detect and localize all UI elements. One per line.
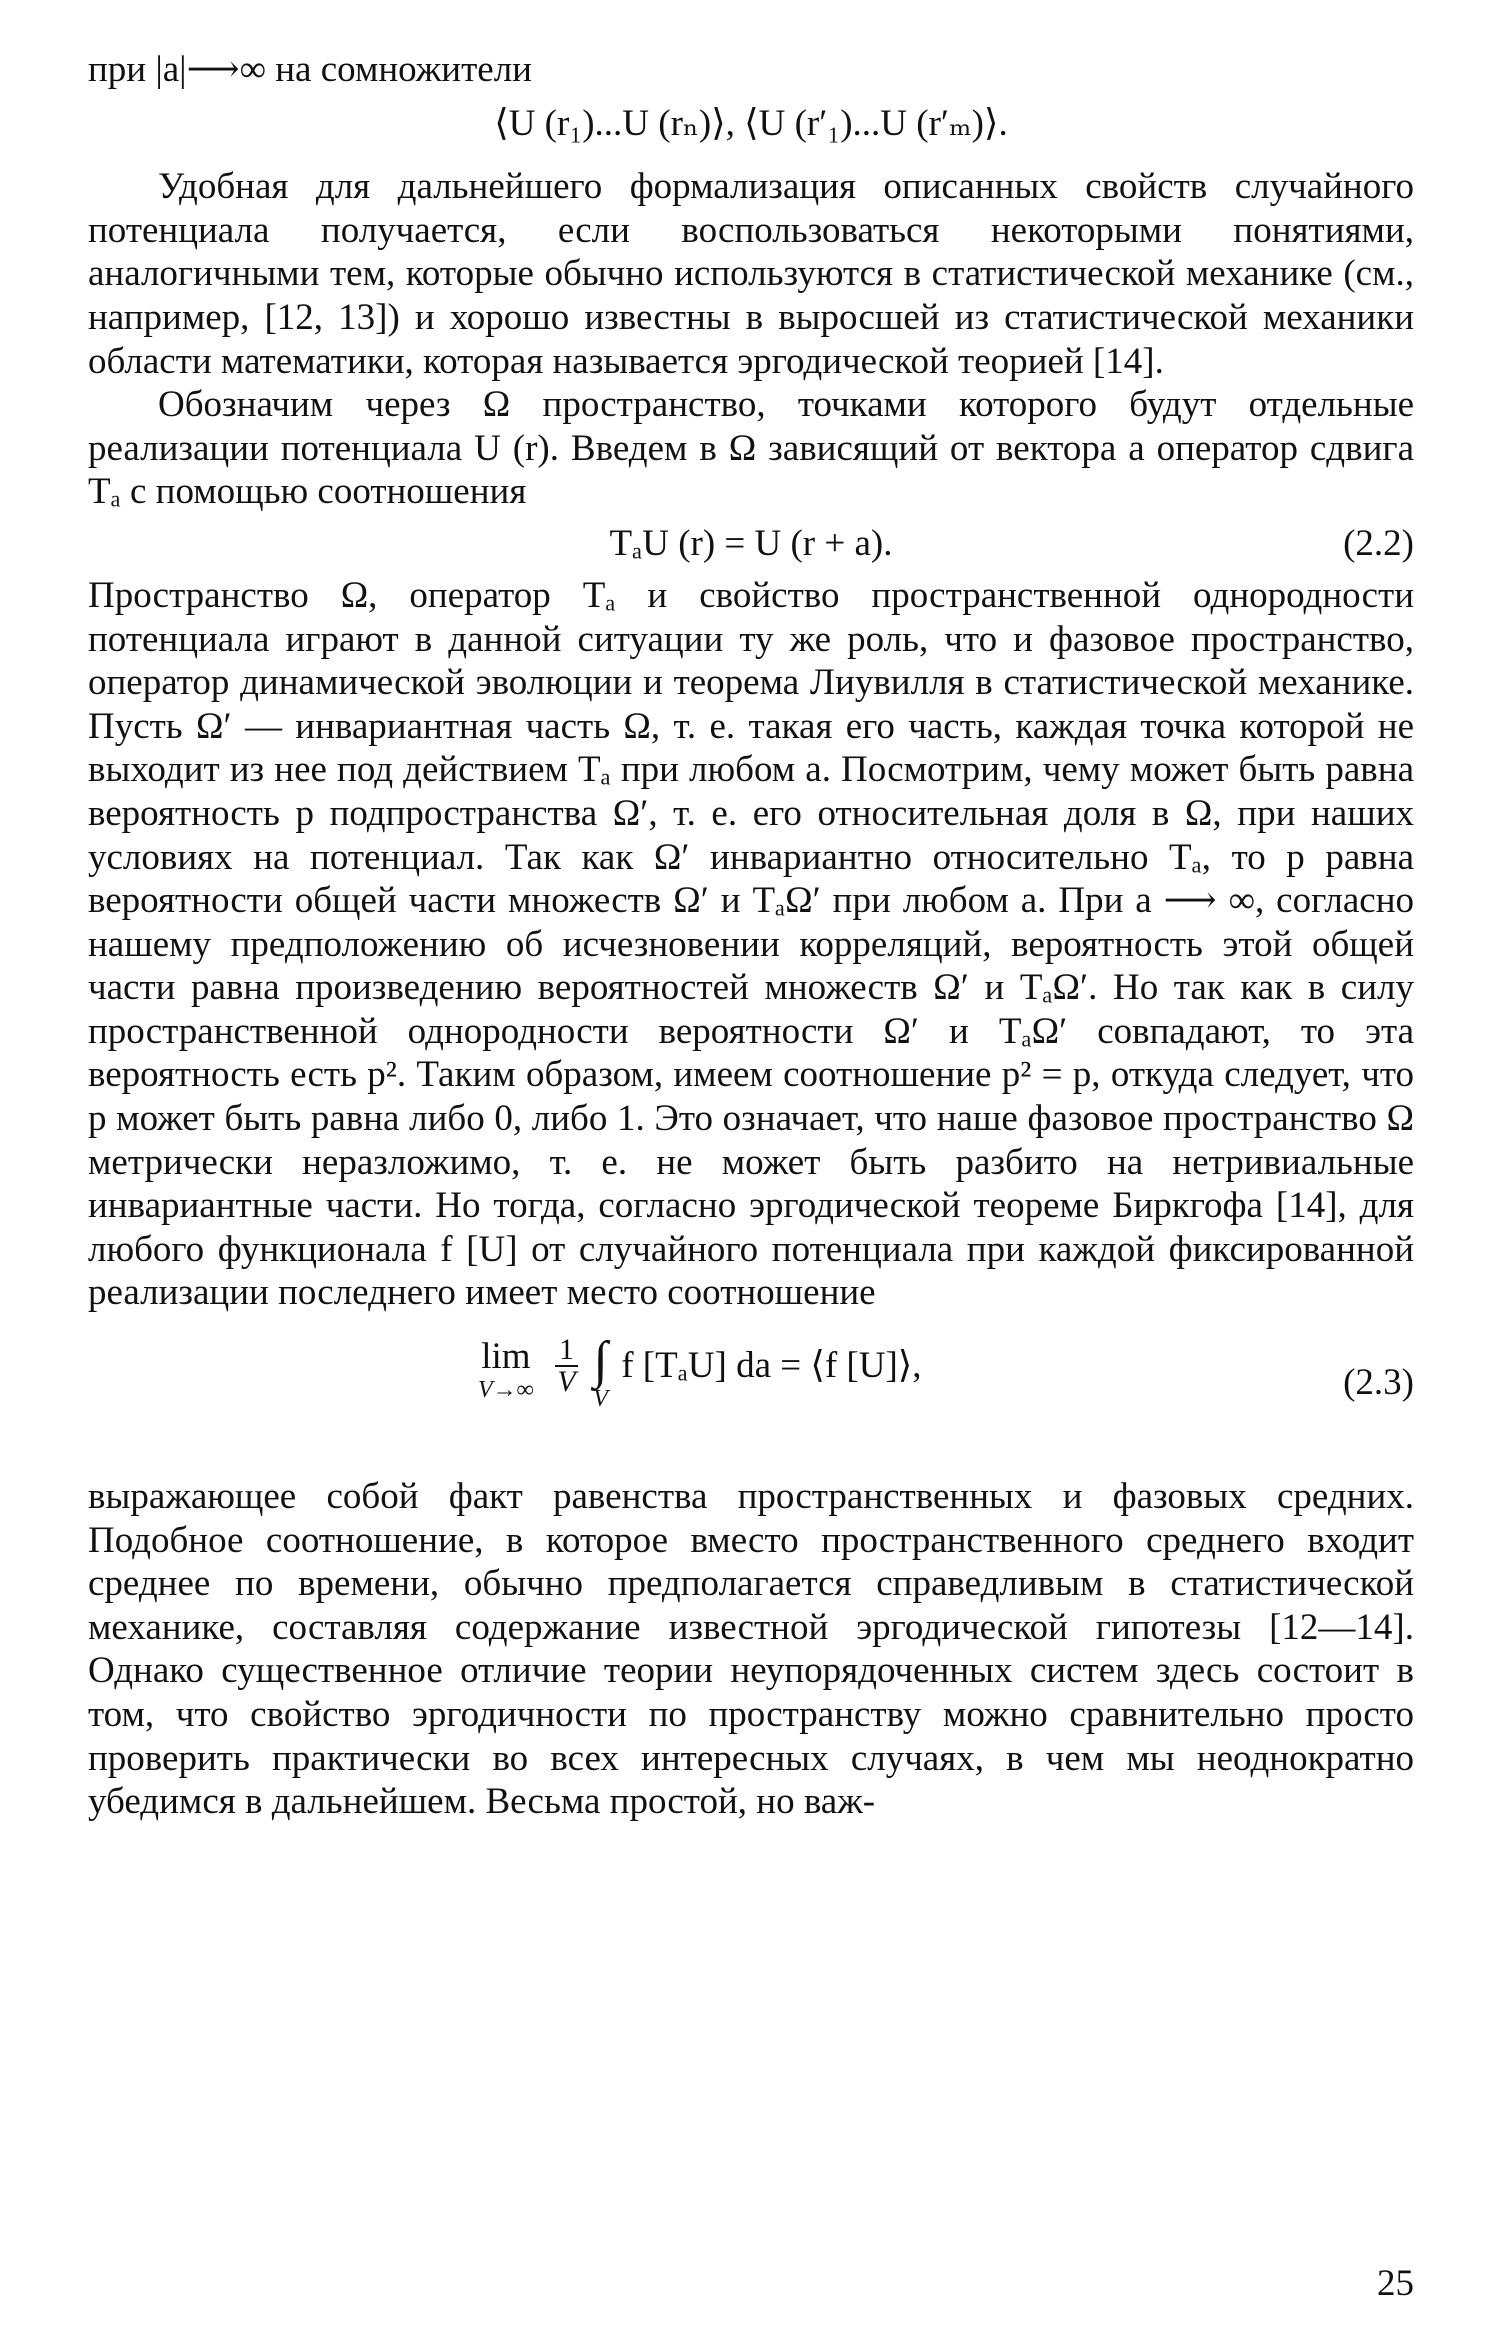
- equation-2-2: [88, 514, 1414, 574]
- fraction-denominator: V: [557, 1365, 576, 1399]
- equation-2-3-formula: [478, 1332, 922, 1413]
- fraction-numerator: 1: [555, 1335, 578, 1367]
- book-page: [88, 48, 1414, 1824]
- page-number: 25: [1377, 2263, 1414, 2304]
- fraction: [555, 1335, 578, 1397]
- integral-subscript: V: [593, 1386, 608, 1413]
- limit-block: [478, 1335, 534, 1402]
- equation-2-3: [88, 1325, 1414, 1465]
- intro-line: при |a|⟶∞ на сомножители: [88, 49, 532, 90]
- formula-factors: ⟨U (r₁)...U (rₙ)⟩, ⟨U (r′₁)...U (r′ₘ)⟩.: [494, 102, 1008, 144]
- integrand: f [TₐU] da = ⟨f [U]⟩,: [621, 1345, 922, 1387]
- paragraph-1: Удобная для дальнейшего формализация описанных свойств случайного потенциала получается, если воспользоваться некоторыми понятиями, аналогичными тем, которые обычно используются в статистической механике (см., например, [12, 13]) и хорошо известны в выросшей из статистической механики области математики, которая называется эргодической теорией [14].: [88, 166, 1414, 382]
- paragraph-2: Обозначим через Ω пространство, точками которого будут отдельные реализации потенциала U (r). Введем в Ω зависящий от вектора a оператор сдвига Tₐ с помощью соотношения: [88, 384, 1414, 513]
- integral-block: [593, 1332, 608, 1413]
- equation-2-2-formula: TₐU (r) = U (r + a).: [609, 522, 893, 564]
- paragraph-4: выражающее собой факт равенства пространственных и фазовых средних. Подобное соотношение, в которое вместо пространственного среднего входит среднее по времени, обычно предполагается справедливым в статистической механике, составляя содержание известной эргодической гипотезы [12—14]. Однако существенное отличие теории неупорядоченных систем здесь состоит в том, что свойство эргодичности по пространству можно сравнительно просто проверить практически во всех интересных случаях, в чем мы неоднократно убедимся в дальнейшем. Весьма простой, но важ-: [88, 1476, 1414, 1823]
- paragraph-3: Пространство Ω, оператор Tₐ и свойство пространственной однородности потенциала играют в данной ситуации ту же роль, что и фазовое пространство, оператор динамической эволюции и теорема Лиувилля в статистической механике. Пусть Ω′ — инвариантная часть Ω, т. е. такая его часть, каждая точка которой не выходит из нее под действием Tₐ при любом a. Посмотрим, чему может быть равна вероятность p подпространства Ω′, т. е. его относительная доля в Ω, при наших условиях на потенциал. Так как Ω′ инвариантно относительно Tₐ, то p равна вероятности общей части множеств Ω′ и TₐΩ′ при любом a. При a ⟶ ∞, согласно нашему предположению об исчезновении корреляций, вероятность этой общей части равна произведению вероятностей множеств Ω′ и TₐΩ′. Но так как в силу пространственной однородности вероятности Ω′ и TₐΩ′ совпадают, то эта вероятность есть p². Таким образом, имеем соотношение p² = p, откуда следует, что p может быть равна либо 0, либо 1. Это означает, что наше фазовое пространство Ω метрически неразложимо, т. е. не может быть разбито на нетривиальные инвариантные части. Но тогда, согласно эргодической теореме Биркгофа [14], для любого функционала f [U] от случайного потенциала при каждой фиксированной реализации последнего имеет место соотношение: [88, 574, 1414, 1314]
- limit-subscript: V→∞: [478, 1377, 534, 1404]
- limit-word: lim: [481, 1336, 531, 1378]
- equation-2-3-number: (2.3): [1343, 1362, 1414, 1404]
- equation-2-2-number: (2.2): [1343, 522, 1414, 564]
- integral-sign: ∫: [593, 1332, 608, 1390]
